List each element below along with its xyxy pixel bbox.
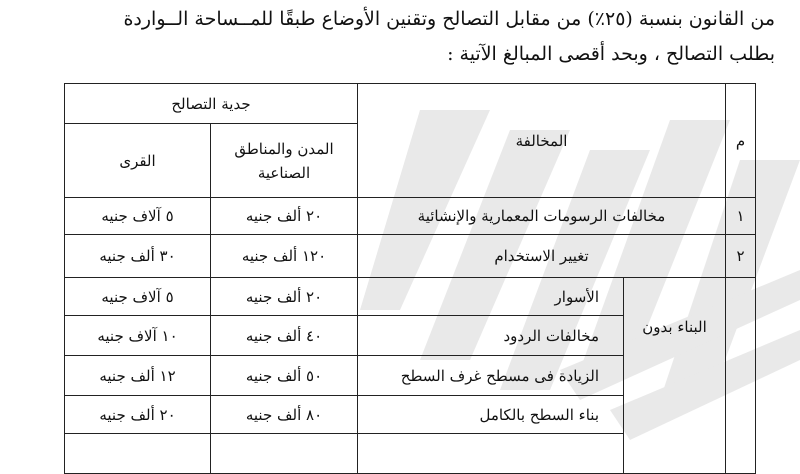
violation-cell: مخالفات الرسومات المعمارية والإنشائية <box>358 198 726 235</box>
header-villages: القرى <box>65 124 211 198</box>
table-row <box>65 198 756 235</box>
intro-line-1: من القانون بنسبة (٢٥٪) من مقابل التصالح وتقنين الأوضاع طبقًا للمــساحة الــواردة <box>123 8 775 30</box>
violation-cell: مخالفات الردود <box>358 316 624 356</box>
violation-cell: الأسوار <box>358 278 624 316</box>
header-violation: المخالفة <box>358 84 726 198</box>
cities-amount: ٥٠ ألف جنيه <box>211 356 358 396</box>
villages-amount: ١٠ آلاف جنيه <box>65 316 211 356</box>
cities-amount: ٤٠ ألف جنيه <box>211 316 358 356</box>
violation-cell: بناء السطح بالكامل <box>358 396 624 434</box>
villages-amount: ١٢ ألف جنيه <box>65 356 211 396</box>
intro-line-2: بطلب التصالح ، وبحد أقصى المبالغ الآتية : <box>447 43 775 65</box>
cities-amount: ٨٠ ألف جنيه <box>211 396 358 434</box>
header-group: جدية التصالح <box>65 84 358 124</box>
cities-amount: ٢٠ ألف جنيه <box>211 278 358 316</box>
header-cities: المدن والمناطق الصناعية <box>211 124 358 198</box>
violation-cell-empty <box>358 434 624 474</box>
table-row <box>65 278 756 316</box>
row-number: ١ <box>726 198 756 235</box>
row-number: ٢ <box>726 235 756 278</box>
villages-amount: ٣٠ ألف جنيه <box>65 235 211 278</box>
villages-amount-empty <box>65 434 211 474</box>
row-number-empty <box>726 278 756 474</box>
cities-amount-empty <box>211 434 358 474</box>
violation-cell: الزيادة فى مسطح غرف السطح <box>358 356 624 396</box>
table-row <box>65 235 756 278</box>
cities-amount: ١٢٠ ألف جنيه <box>211 235 358 278</box>
villages-amount: ٥ آلاف جنيه <box>65 278 211 316</box>
group-label: البناء بدون <box>624 278 726 474</box>
violation-cell: تغيير الاستخدام <box>358 235 726 278</box>
cities-amount: ٢٠ ألف جنيه <box>211 198 358 235</box>
header-num: م <box>726 84 756 198</box>
villages-amount: ٥ آلاف جنيه <box>65 198 211 235</box>
villages-amount: ٢٠ ألف جنيه <box>65 396 211 434</box>
fees-table <box>64 83 756 474</box>
